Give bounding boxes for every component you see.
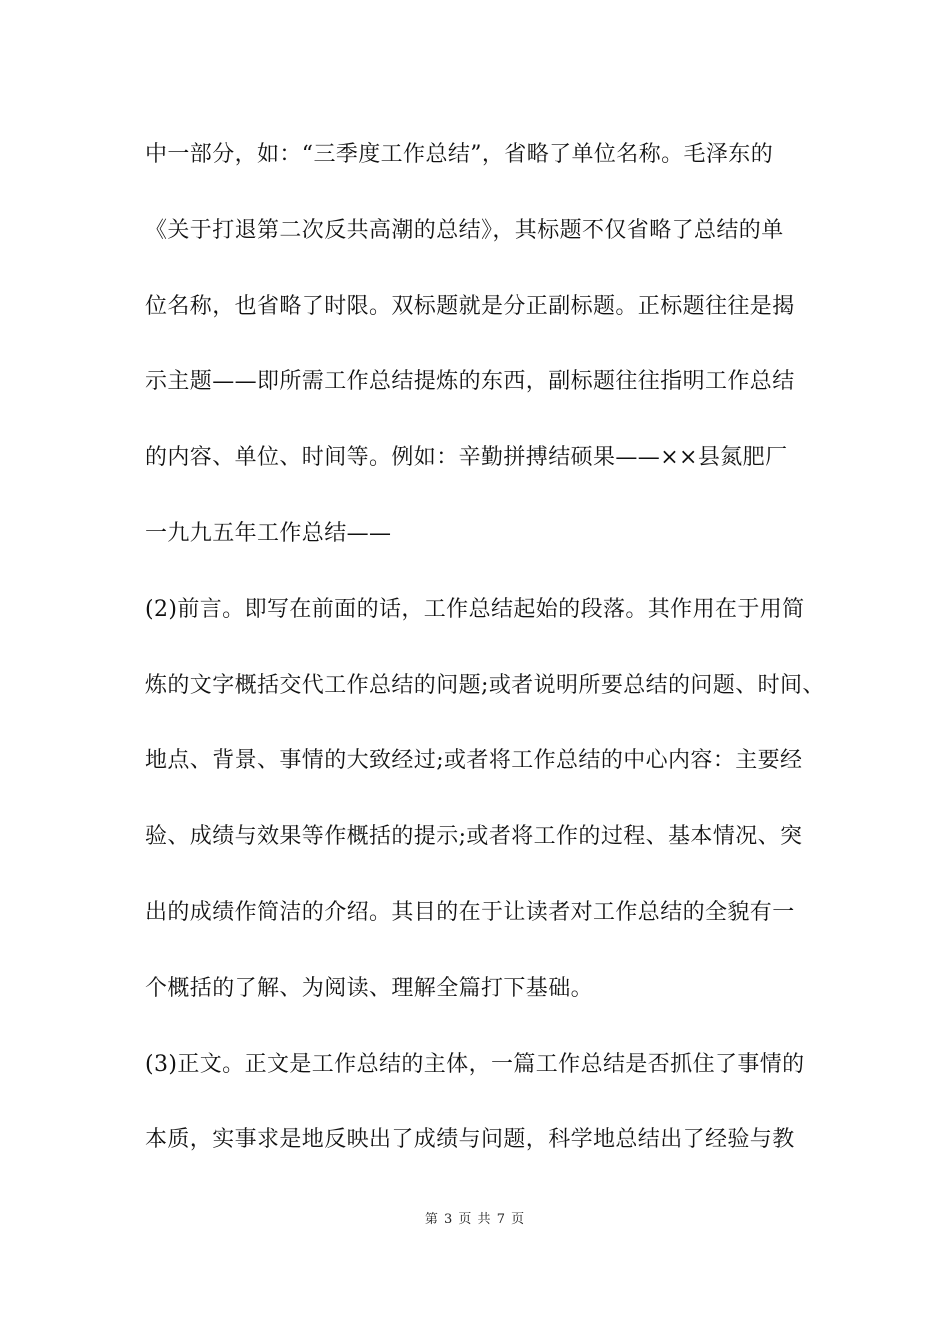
text-line: 验、成绩与效果等作概括的提示;或者将工作的过程、基本情况、突 — [145, 824, 803, 850]
text-line: 炼的文字概括交代工作总结的问题;或者说明所要总结的问题、时间、 — [145, 672, 825, 698]
text-line: 地点、背景、事情的大致经过;或者将工作总结的中心内容：主要经 — [145, 748, 803, 774]
text-line: 本质，实事求是地反映出了成绩与问题，科学地总结出了经验与教 — [145, 1127, 795, 1153]
text-line: 的内容、单位、时间等。例如：辛勤拼搏结硕果——××县氮肥厂 — [145, 445, 788, 471]
text-line: 示主题——即所需工作总结提炼的东西，副标题往往指明工作总结 — [145, 369, 795, 395]
text-line: 中一部分，如：“三季度工作总结”，省略了单位名称。毛泽东的 — [145, 142, 774, 167]
text-line: (2)前言。即写在前面的话，工作总结起始的段落。其作用在于用简 — [145, 596, 805, 622]
text-line: 《关于打退第二次反共高潮的总结》，其标题不仅省略了总结的单 — [145, 217, 784, 243]
body-text — [145, 133, 825, 1194]
text-line: 一九九五年工作总结—— — [145, 520, 392, 546]
text-line: 出的成绩作简洁的介绍。其目的在于让读者对工作总结的全貌有一 — [145, 899, 795, 925]
text-line: (3)正文。正文是工作总结的主体，一篇工作总结是否抓住了事情的 — [145, 1051, 805, 1077]
text-line: 个概括的了解、为阅读、理解全篇打下基础。 — [145, 975, 594, 1001]
page-number-footer: 第 3 页 共 7 页 — [424, 1212, 526, 1227]
text-line: 位名称，也省略了时限。双标题就是分正副标题。正标题往往是揭 — [145, 293, 795, 319]
